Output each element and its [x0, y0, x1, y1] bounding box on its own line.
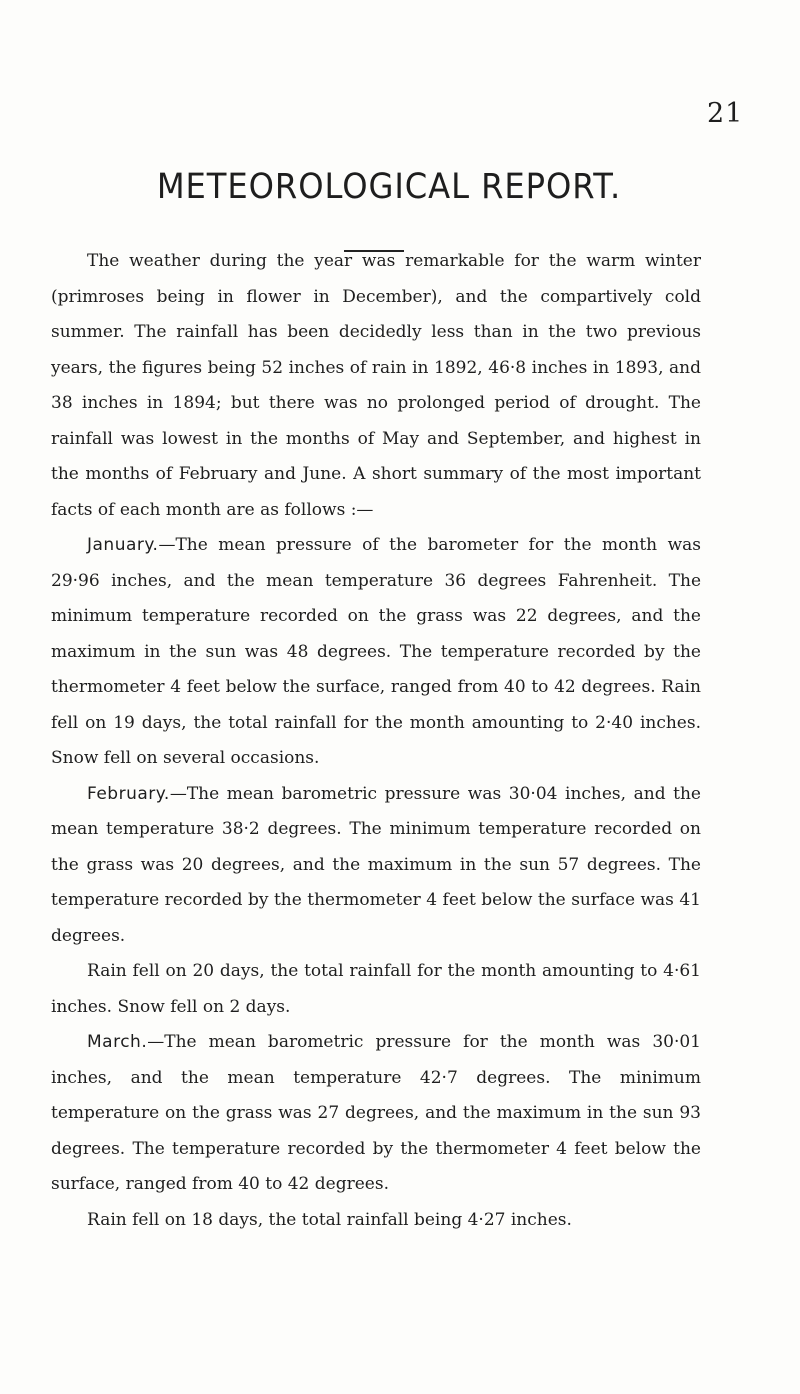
page-title: METEOROLOGICAL REPORT.: [156, 167, 622, 208]
march-paragraph: [51, 1025, 701, 1203]
intro-paragraph: The weather during the year was remarkable for the warm winter (primroses being in flower in December), and the compartively cold summer. The rainfall has been decidedly less than in the two previous years, the figures being 52 inches of rain in 1892, 46·8 inches in 1893, and 38 inches in 1894; but there was no prolonged period of drought. The rainfall was lowest in the months of May and September, and highest in the months of February and June. A short summary of the most important facts of each month are as follows :—: [51, 251, 701, 520]
page-number: 21: [707, 98, 744, 129]
february-rain-paragraph: Rain fell on 20 days, the total rainfall for the month amounting to 4·61 inches. Snow fell on 2 days.: [51, 961, 701, 1017]
january-text: —The mean pressure of the barometer for the month was 29·96 inches, and the mean temperature 36 degrees Fahrenheit. The minimum temperature recorded on the grass was 22 degrees, and the maximum in the sun was 48 degrees. The temperature recorded by the thermometer 4 feet below the surface, ranged from 40 to 42 degrees. Rain fell on 19 days, the total rainfall for the month amounting to 2·40 inches. Snow fell on several occasions.: [51, 535, 701, 768]
february-paragraph: [51, 777, 701, 955]
march-heading: March.: [87, 1032, 148, 1052]
january-heading: January.: [87, 535, 159, 555]
report-body: [51, 244, 701, 1238]
february-text: —The mean barometric pressure was 30·04 inches, and the mean temperature 38·2 degrees. The minimum temperature recorded on the grass was 20 degrees, and the maximum in the sun 57 degrees. The temperature recorded by the thermometer 4 feet below the surface was 41 degrees.: [51, 783, 701, 946]
march-rain-paragraph: Rain fell on 18 days, the total rainfall being 4·27 inches.: [87, 1209, 572, 1230]
january-paragraph: [51, 528, 701, 777]
march-text: —The mean barometric pressure for the month was 30·01 inches, and the mean temperature 42·7 degrees. The minimum temperature on the grass was 27 degrees, and the maximum in the sun 93 degrees. The temperature recorded by the thermometer 4 feet below the surface, ranged from 40 to 42 degrees.: [51, 1032, 701, 1194]
february-heading: February.: [87, 783, 170, 804]
